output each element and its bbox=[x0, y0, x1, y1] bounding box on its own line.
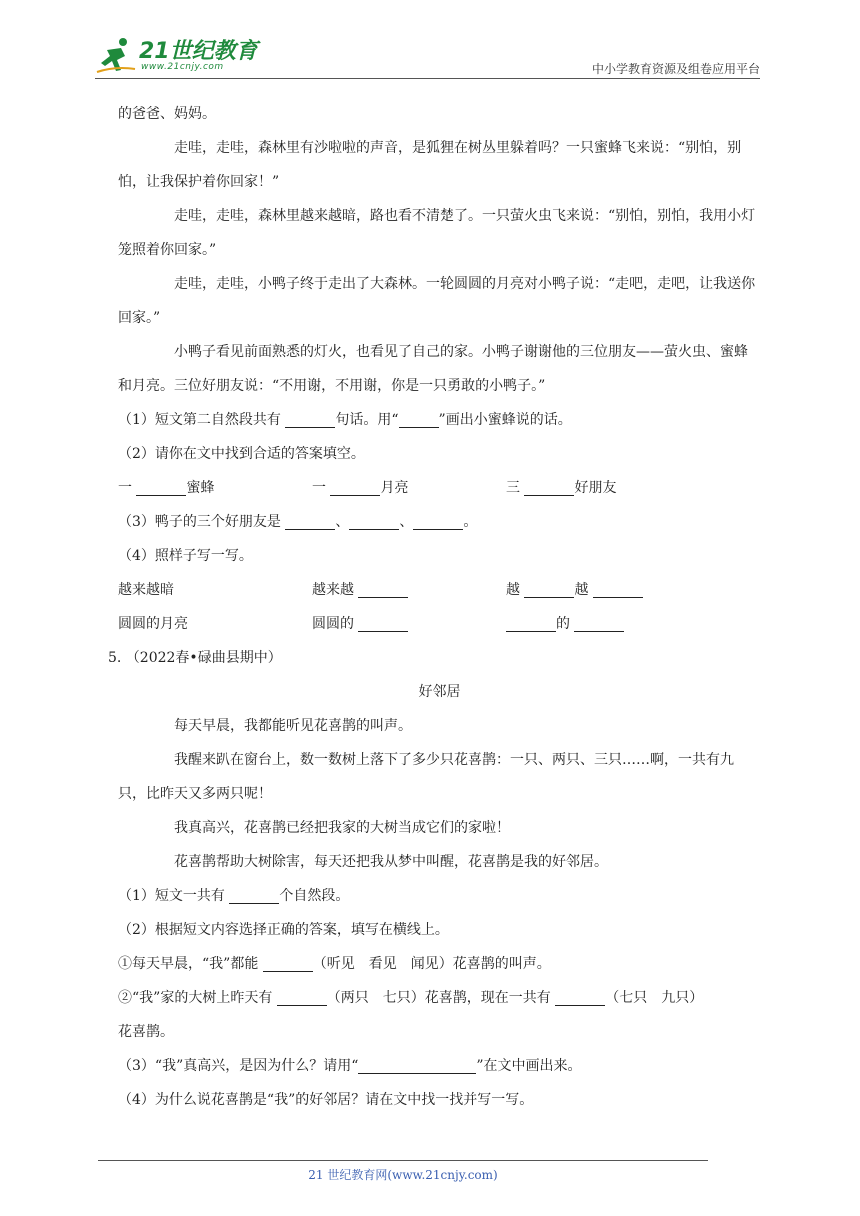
subquestion-3: （3）“我”真高兴，是因为什么？请用“ ”在文中画出来。 bbox=[118, 1049, 761, 1083]
example-row: 越来越暗 越来越 越 越 bbox=[118, 573, 761, 607]
logo-url: www.21cnjy.com bbox=[141, 62, 224, 72]
answer-blank[interactable] bbox=[358, 579, 408, 598]
passage-paragraph: 我真高兴，花喜鹊已经把我家的大树当成它们的家啦！ bbox=[174, 820, 510, 836]
passage-title: 好邻居 bbox=[418, 684, 461, 700]
logo-text: 21世纪教育 bbox=[139, 39, 258, 64]
passage-line: 的爸爸、妈妈。 bbox=[118, 106, 216, 122]
site-logo bbox=[95, 34, 265, 76]
example-row: 圆圆的月亮 圆圆的 的 bbox=[118, 607, 761, 641]
answer-blank[interactable] bbox=[524, 477, 574, 496]
subquestion-2-2: ②“我”家的大树上昨天有 （两只 七只）花喜鹊，现在一共有 （七只 九只） bbox=[118, 981, 761, 1015]
subquestion-2: （2）根据短文内容选择正确的答案，填写在横线上。 bbox=[118, 922, 449, 938]
subquestion-1: （1）短文一共有 个自然段。 bbox=[118, 879, 761, 913]
answer-blank[interactable] bbox=[574, 613, 624, 632]
fill-item: 一 蜜蜂 bbox=[118, 471, 312, 505]
question-heading: 5. （2022春•碌曲县期中） bbox=[108, 650, 282, 666]
answer-blank[interactable] bbox=[285, 409, 335, 428]
answer-blank[interactable] bbox=[349, 511, 399, 530]
answer-blank[interactable] bbox=[277, 987, 327, 1006]
page-footer: 21 世纪教育网(www.21cnjy.com) bbox=[308, 1168, 498, 1182]
header-divider bbox=[95, 78, 760, 79]
question-1: （1）短文第二自然段共有 句话。用“ ”画出小蜜蜂说的话。 bbox=[118, 403, 761, 437]
fill-item: 一 月亮 bbox=[312, 471, 506, 505]
question-3: （3）鸭子的三个好朋友是 、 、 。 bbox=[118, 505, 761, 539]
question-4: （4）照样子写一写。 bbox=[118, 548, 253, 564]
answer-blank[interactable] bbox=[524, 579, 574, 598]
fill-row bbox=[118, 471, 761, 505]
answer-blank[interactable] bbox=[285, 511, 335, 530]
answer-blank[interactable] bbox=[358, 613, 408, 632]
answer-blank[interactable] bbox=[229, 885, 279, 904]
answer-blank[interactable] bbox=[506, 613, 556, 632]
passage-paragraph: 我醒来趴在窗台上，数一数树上落下了多少只花喜鹊：一只、两只、三只……啊，一共有九只，比昨天又多两只呢！ bbox=[118, 752, 734, 802]
question-2: （2）请你在文中找到合适的答案填空。 bbox=[118, 446, 365, 462]
answer-blank[interactable] bbox=[358, 1055, 476, 1074]
subquestion-2-2-cont: 花喜鹊。 bbox=[118, 1024, 174, 1040]
answer-blank[interactable] bbox=[413, 511, 463, 530]
passage-paragraph: 走哇，走哇，森林里有沙啦啦的声音，是狐狸在树丛里躲着吗？一只蜜蜂飞来说：“别怕，别怕，让我保护着你回家！” bbox=[118, 140, 742, 190]
passage-paragraph: 小鸭子看见前面熟悉的灯火，也看见了自己的家。小鸭子谢谢他的三位朋友——萤火虫、蜜蜂和月亮。三位好朋友说：“不用谢，不用谢，你是一只勇敢的小鸭子。” bbox=[118, 344, 748, 394]
passage-paragraph: 走哇，走哇，小鸭子终于走出了大森林。一轮圆圆的月亮对小鸭子说：“走吧，走吧，让我送你回家。” bbox=[118, 276, 756, 326]
fill-item: 三 好朋友 bbox=[506, 471, 700, 505]
platform-name: 中小学教育资源及组卷应用平台 bbox=[591, 62, 760, 76]
answer-blank[interactable] bbox=[555, 987, 605, 1006]
footer-divider bbox=[98, 1160, 708, 1161]
subquestion-2-1: ①每天早晨，“我”都能 （听见 看见 闻见）花喜鹊的叫声。 bbox=[118, 947, 761, 981]
passage-paragraph: 走哇，走哇，森林里越来越暗，路也看不清楚了。一只萤火虫飞来说：“别怕，别怕，我用小灯笼照着你回家。” bbox=[118, 208, 756, 258]
answer-blank[interactable] bbox=[263, 953, 313, 972]
answer-blank[interactable] bbox=[136, 477, 186, 496]
answer-blank[interactable] bbox=[593, 579, 643, 598]
runner-logo-icon bbox=[95, 36, 137, 74]
subquestion-4: （4）为什么说花喜鹊是“我”的好邻居？请在文中找一找并写一写。 bbox=[118, 1092, 534, 1108]
answer-blank[interactable] bbox=[330, 477, 380, 496]
passage-paragraph: 花喜鹊帮助大树除害，每天还把我从梦中叫醒，花喜鹊是我的好邻居。 bbox=[174, 854, 608, 870]
answer-blank[interactable] bbox=[399, 409, 439, 428]
document-body bbox=[108, 97, 761, 1117]
page-header bbox=[95, 30, 760, 80]
passage-paragraph: 每天早晨，我都能听见花喜鹊的叫声。 bbox=[174, 718, 412, 734]
